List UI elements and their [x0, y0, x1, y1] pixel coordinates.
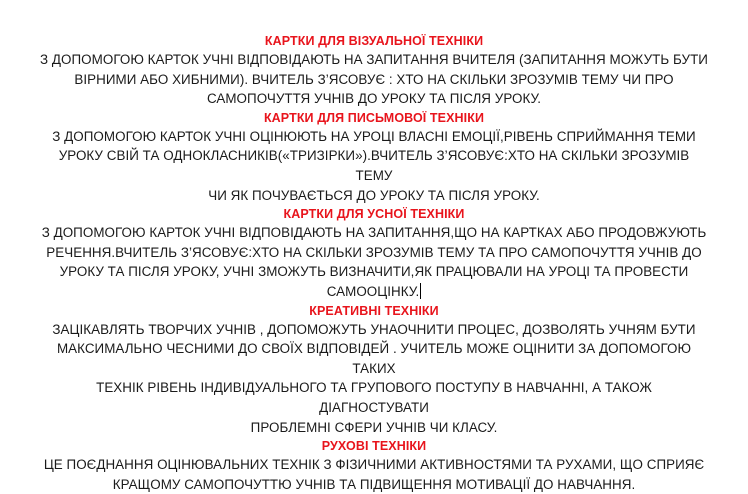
section-paragraph-visual — [40, 50, 708, 109]
paragraph-line: МАКСИМАЛЬНО ЧЕСНИМИ ДО СВОЇХ ВІДПОВІДЕЙ . УЧИТЕЛЬ МОЖЕ ОЦІНИТИ ЗА ДОПОМОГОЮ ТАКИХ — [56, 341, 692, 376]
section-paragraph-oral — [40, 223, 708, 301]
text-cursor — [420, 283, 421, 299]
paragraph-line: ЦЕ ПОЄДНАННЯ ОЦІНЮВАЛЬНИХ ТЕХНІК З ФІЗИЧНИМИ АКТИВНОСТЯМИ ТА РУХАМИ, ЩО СПРИЯЄ — [43, 457, 705, 473]
section-paragraph-creative — [40, 320, 708, 438]
section-paragraph-movement — [40, 455, 708, 494]
paragraph-line: З ДОПОМОГОЮ КАРТОК УЧНІ ВІДПОВІДАЮТЬ НА ЗАПИТАННЯ,ЩО НА КАРТКАХ АБО ПРОДОВЖУЮТЬ — [41, 225, 707, 241]
paragraph-line: РЕЧЕННЯ.ВЧИТЕЛЬ З’ЯСОВУЄ:ХТО НА СКІЛЬКИ ЗРОЗУМІВ ТЕМУ ТА ПРО САМОПОЧУТТЯ УЧНІВ ДО — [46, 244, 702, 260]
paragraph-line: КРАЩОМУ САМОПОЧУТТЮ УЧНІВ ТА ПІДВИЩЕННЯ МОТИВАЦІЇ ДО НАВЧАННЯ. — [112, 476, 636, 492]
paragraph-line: САМООЦІНКУ. — [326, 283, 420, 299]
paragraph-line: ЗАЦІКАВЛЯТЬ ТВОРЧИХ УЧНІВ , ДОПОМОЖУТЬ УНАОЧНИТИ ПРОЦЕС, ДОЗВОЛЯТЬ УЧНЯМ БУТИ — [52, 321, 696, 337]
paragraph-line: ТЕХНІК РІВЕНЬ ІНДИВІДУАЛЬНОГО ТА ГРУПОВОГО ПОСТУПУ В НАВЧАННІ, А ТАКОЖ ДІАГНОСТУВАТИ — [96, 380, 652, 415]
section-heading-oral: КАРТКИ ДЛЯ УСНОЇ ТЕХНІКИ — [283, 207, 465, 222]
paragraph-line: ВІРНИМИ АБО ХИБНИМИ). ВЧИТЕЛЬ З’ЯСОВУЄ : ХТО НА СКІЛЬКИ ЗРОЗУМІВ ТЕМУ ЧИ ПРО — [74, 71, 674, 87]
paragraph-line: УРОКУ ТА ПІСЛЯ УРОКУ, УЧНІ ЗМОЖУТЬ ВИЗНАЧИТИ,ЯК ПРАЦЮВАЛИ НА УРОЦІ ТА ПРОВЕСТИ — [59, 264, 689, 280]
section-heading-creative: КРЕАТИВНІ ТЕХНІКИ — [309, 303, 439, 318]
paragraph-line: САМОПОЧУТТЯ УЧНІВ ДО УРОКУ ТА ПІСЛЯ УРОКУ. — [206, 91, 542, 107]
paragraph-line: З ДОПОМОГОЮ КАРТОК УЧНІ ОЦІНЮЮТЬ НА УРОЦІ ВЛАСНІ ЕМОЦІЇ,РІВЕНЬ СПРИЙМАННЯ ТЕМИ — [52, 128, 696, 144]
section-heading-written: КАРТКИ ДЛЯ ПИСЬМОВОЇ ТЕХНІКИ — [263, 110, 485, 125]
section-paragraph-written — [40, 127, 708, 205]
document-body[interactable] — [40, 32, 708, 494]
paragraph-line-with-cursor — [40, 282, 708, 302]
section-heading-visual: КАРТКИ ДЛЯ ВІЗУАЛЬНОЇ ТЕХНІКИ — [264, 34, 484, 48]
paragraph-line: З ДОПОМОГОЮ КАРТОК УЧНІ ВІДПОВІДАЮТЬ НА ЗАПИТАННЯ ВЧИТЕЛЯ (ЗАПИТАННЯ МОЖУТЬ БУТИ — [40, 52, 708, 67]
paragraph-line: ЧИ ЯК ПОЧУВАЄТЬСЯ ДО УРОКУ ТА ПІСЛЯ УРОКУ. — [208, 187, 540, 203]
section-heading-movement: РУХОВІ ТЕХНІКИ — [321, 439, 427, 454]
paragraph-line: УРОКУ СВІЙ ТА ОДНОКЛАСНИКІВ(«ТРИЗІРКИ»).ВЧИТЕЛЬ З’ЯСОВУЄ:ХТО НА СКІЛЬКИ ЗРОЗУМІВ ТЕМУ — [58, 148, 690, 183]
paragraph-line: ПРОБЛЕМНІ СФЕРИ УЧНІВ ЧИ КЛАСУ. — [250, 419, 498, 435]
